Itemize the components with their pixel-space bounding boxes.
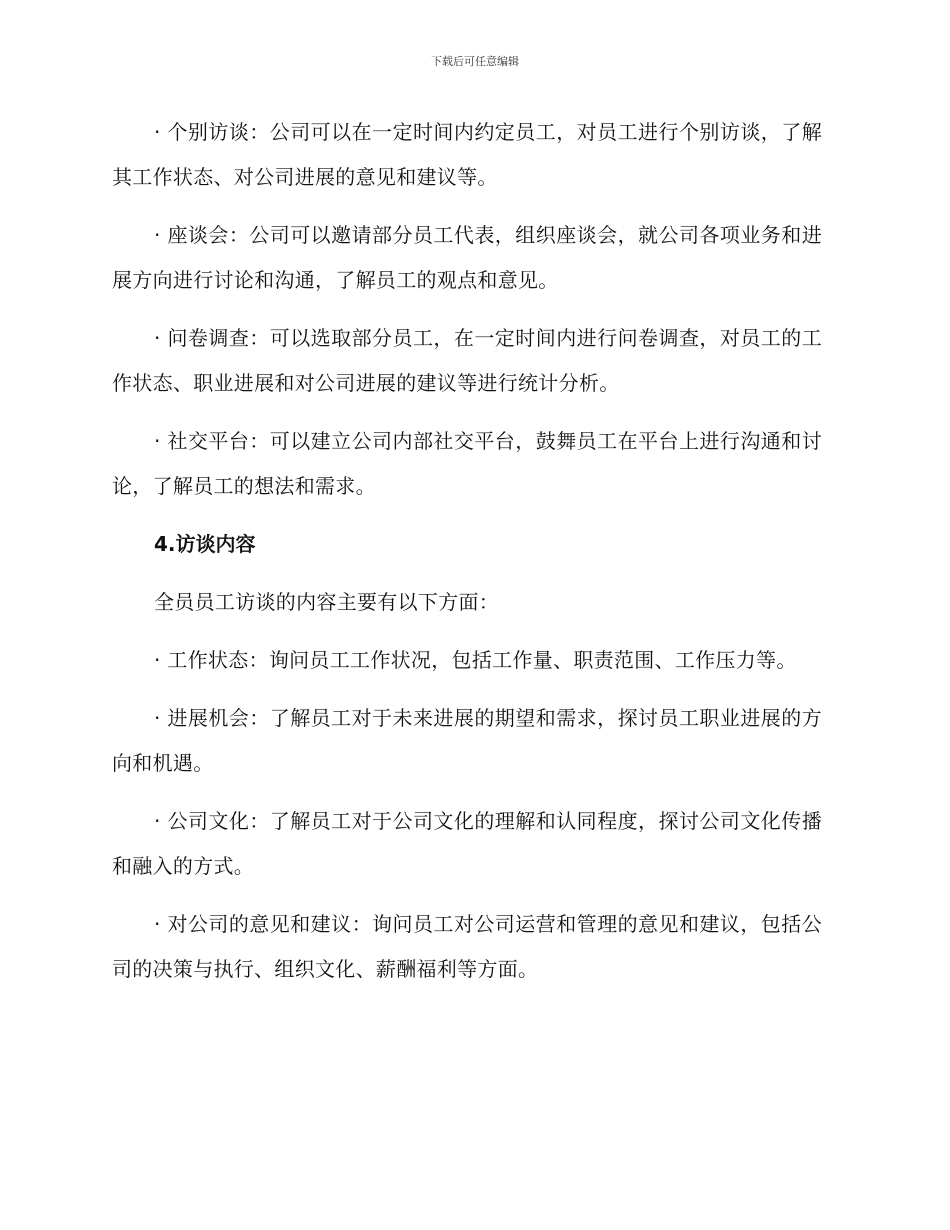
paragraph-development-opportunity: · 进展机会：了解员工对于未来进展的期望和需求，探讨员工职业进展的方向和机遇。 [112, 706, 822, 775]
paragraph-questionnaire: · 问卷调查：可以选取部分员工，在一定时间内进行问卷调查，对员工的工作状态、职业进展和对公司进展的建议等进行统计分析。 [112, 326, 822, 395]
document-body [112, 110, 822, 1005]
paragraph-opinions-suggestions: · 对公司的意见和建议：询问员工对公司运营和管理的意见和建议，包括公司的决策与执行、组织文化、薪酬福利等方面。 [112, 912, 822, 981]
paragraph-intro: 全员员工访谈的内容主要有以下方面： [154, 590, 500, 614]
section-heading-interview-content: 4.访谈内容 [154, 532, 256, 556]
paragraph-individual-interview: · 个别访谈：公司可以在一定时间内约定员工，对员工进行个别访谈，了解其工作状态、对公司进展的意见和建议等。 [112, 120, 822, 189]
paragraph-social-platform: · 社交平台：可以建立公司内部社交平台，鼓舞员工在平台上进行沟通和讨论，了解员工的想法和需求。 [112, 429, 822, 498]
paragraph-work-status: · 工作状态：询问员工工作状况，包括工作量、职责范围、工作压力等。 [154, 648, 797, 672]
paragraph-symposium: · 座谈会：公司可以邀请部分员工代表，组织座谈会，就公司各项业务和进展方向进行讨论和沟通，了解员工的观点和意见。 [112, 223, 822, 292]
paragraph-company-culture: · 公司文化：了解员工对于公司文化的理解和认同程度，探讨公司文化传播和融入的方式。 [112, 809, 822, 878]
page-header: 下载后可任意编辑 [431, 55, 519, 68]
